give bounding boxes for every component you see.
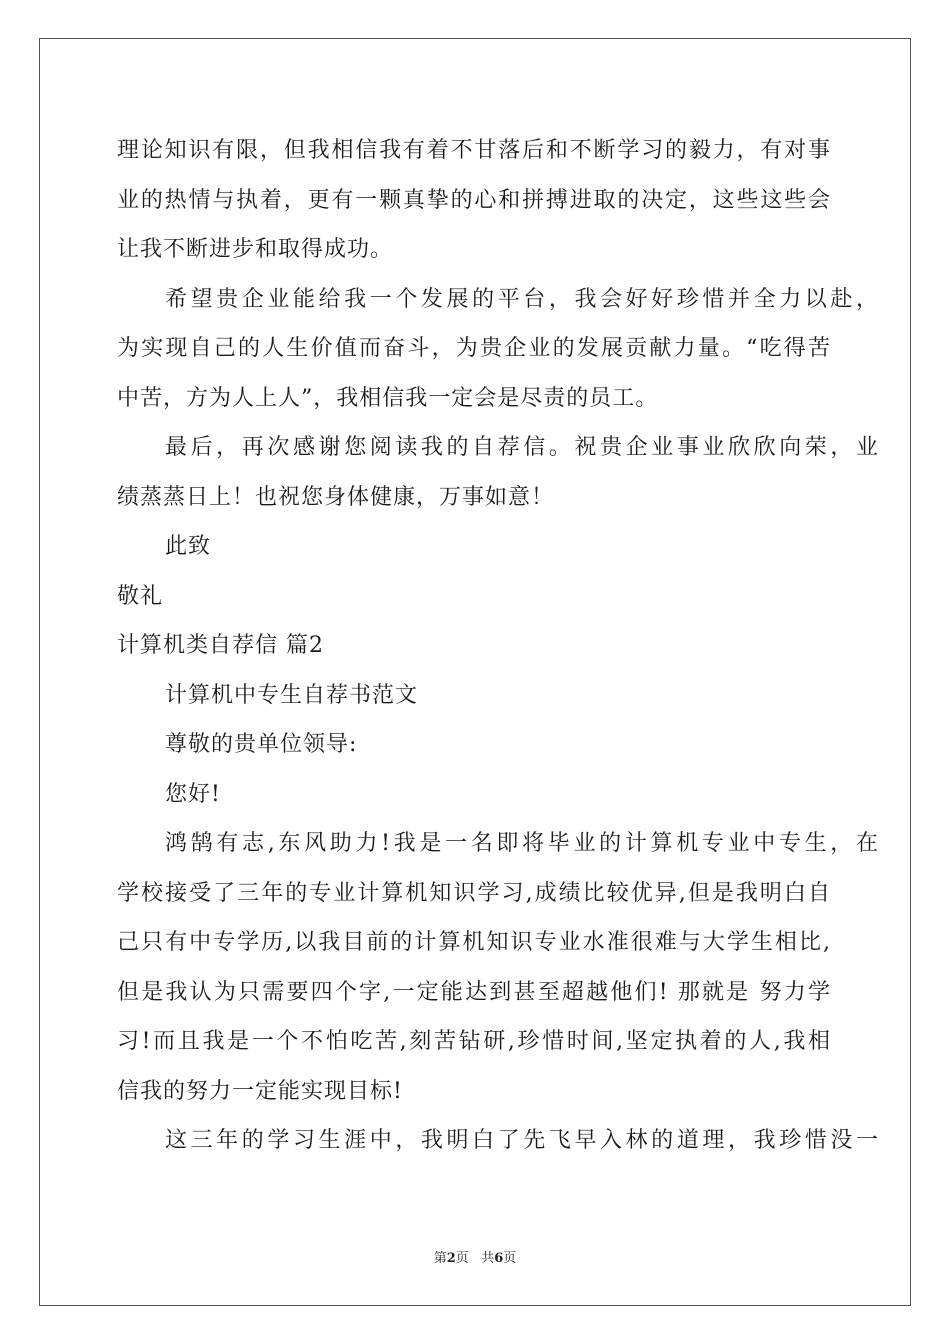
- text-line: 鸿鹄有志,东风助力!我是一名即将毕业的计算机专业中专生，在: [165, 831, 879, 856]
- total-pages: 6: [494, 1251, 504, 1266]
- text-line: 信我的努力一定能实现目标!: [117, 1078, 403, 1104]
- text-line: 己只有中专学历,以我目前的计算机知识专业水准很难与大学生相比,: [117, 930, 831, 955]
- text-line: 这三年的学习生涯中，我明白了先飞早入林的道理，我珍惜没一: [165, 1128, 879, 1153]
- text-line: 学校接受了三年的专业计算机知识学习,成绩比较优异,但是我明白自: [117, 880, 831, 906]
- page-number: 2: [446, 1251, 456, 1266]
- section-title: 计算机类自荐信 篇2: [117, 633, 324, 658]
- text-line: 业的热情与执着，更有一颗真挚的心和拼搏进取的决定，这些这些会: [117, 187, 831, 213]
- text-line: 但是我认为只需要四个字,一定能达到甚至超越他们! 那就是 努力学: [117, 979, 831, 1005]
- text-line: 最后，再次感谢您阅读我的自荐信。祝贵企业事业欣欣向荣，业: [165, 435, 879, 460]
- page-suffix: 页: [455, 1251, 469, 1266]
- letter-greeting: 尊敬的贵单位领导:: [165, 732, 358, 757]
- text-line: 希望贵企业能给我一个发展的平台，我会好好珍惜并全力以赴，: [165, 286, 879, 312]
- closing-regards: 敬礼: [117, 583, 164, 609]
- total-prefix: 共: [481, 1251, 495, 1266]
- total-suffix: 页: [503, 1251, 517, 1266]
- subsection-title: 计算机中专生自荐书范文: [165, 682, 419, 708]
- text-line: 绩蒸蒸日上！也祝您身体健康，万事如意！: [117, 484, 555, 510]
- document-body: [117, 126, 879, 1166]
- text-line: 为实现自己的人生价值而奋斗，为贵企业的发展贡献力量。“吃得苦: [117, 336, 831, 361]
- page-footer: [0, 1247, 950, 1266]
- text-line: 让我不断进步和取得成功。: [117, 237, 394, 262]
- text-line: 中苦，方为人上人”，我相信我一定会是尽责的员工。: [117, 385, 659, 411]
- text-line: 理论知识有限，但我相信我有着不甘落后和不断学习的毅力，有对事: [117, 138, 831, 163]
- page-prefix: 第: [433, 1251, 447, 1266]
- letter-hello: 您好!: [165, 781, 221, 807]
- text-line: 习!而且我是一个不怕吃苦,刻苦钻研,珍惜时间,坚定执着的人,我相: [117, 1029, 831, 1054]
- closing-salutation: 此致: [165, 534, 212, 559]
